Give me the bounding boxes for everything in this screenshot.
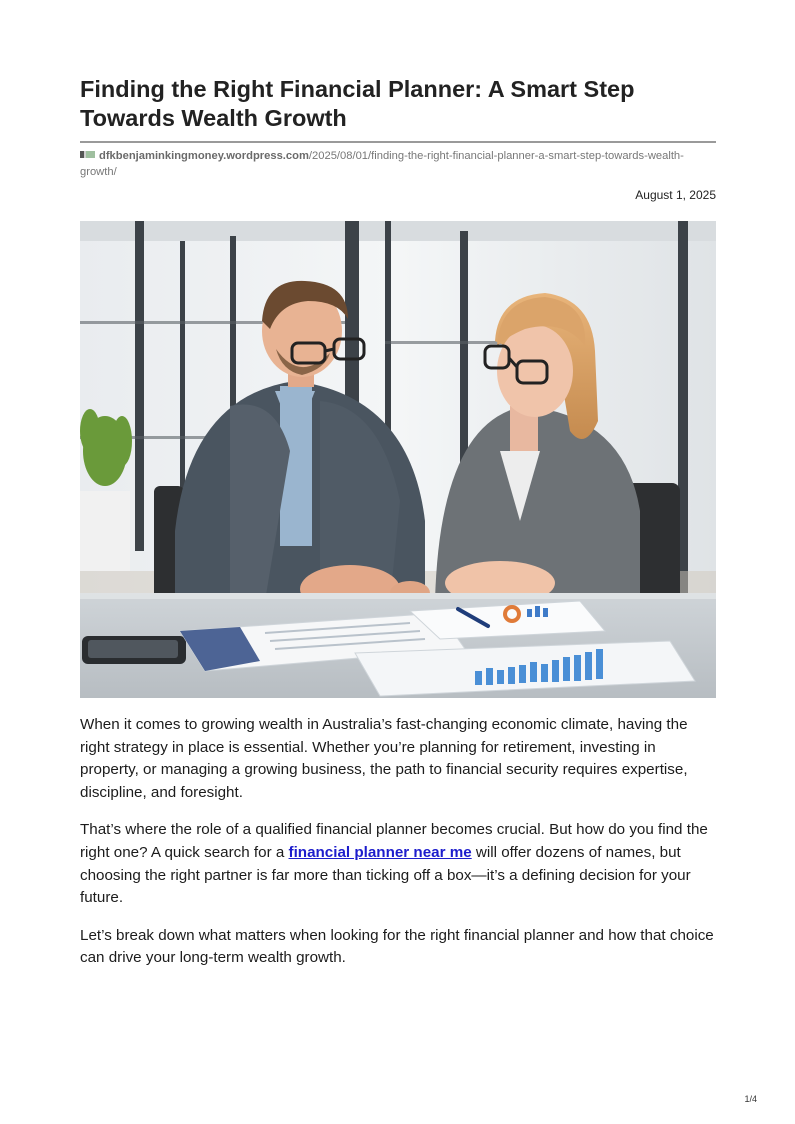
site-favicon-icon [80,151,95,158]
publish-date: August 1, 2025 [635,188,716,202]
paragraph-1: When it comes to growing wealth in Australia’s fast-changing economic climate, having the right strategy in place is essential. Whether you’re planning for retirement, investing in property, or managing a growing business, the path to financial security requires expertise, discipline, and foresight. [80,716,688,801]
article-body [80,714,716,985]
source-domain[interactable]: dfkbenjaminkingmoney.wordpress.com [99,150,309,162]
paragraph-3: Let’s break down what matters when looking for the right financial planner and how that choice can drive your long-term wealth growth. [80,926,714,967]
financial-planner-link[interactable]: financial planner near me [288,843,472,861]
source-path[interactable]: /2025/08/01/finding-the-right-financial-planner-a-smart-step-towards-wealth-growth/ [80,150,684,178]
source-url[interactable] [80,148,716,180]
paragraph-2-before: That’s where the role of a qualified financial planner becomes crucial. But how do you find the right one? A quick search for a [80,821,708,861]
title-divider [80,141,716,143]
paragraph-2-after: will offer dozens of names, but choosing the right partner is far more than ticking off a box—it’s a defining decision for your future. [80,843,691,907]
article-title: Finding the Right Financial Planner: A Smart Step Towards Wealth Growth [80,76,635,131]
hero-image [80,221,716,698]
paragraph-2 [80,819,716,909]
page-number: 1/4 [744,1094,757,1104]
